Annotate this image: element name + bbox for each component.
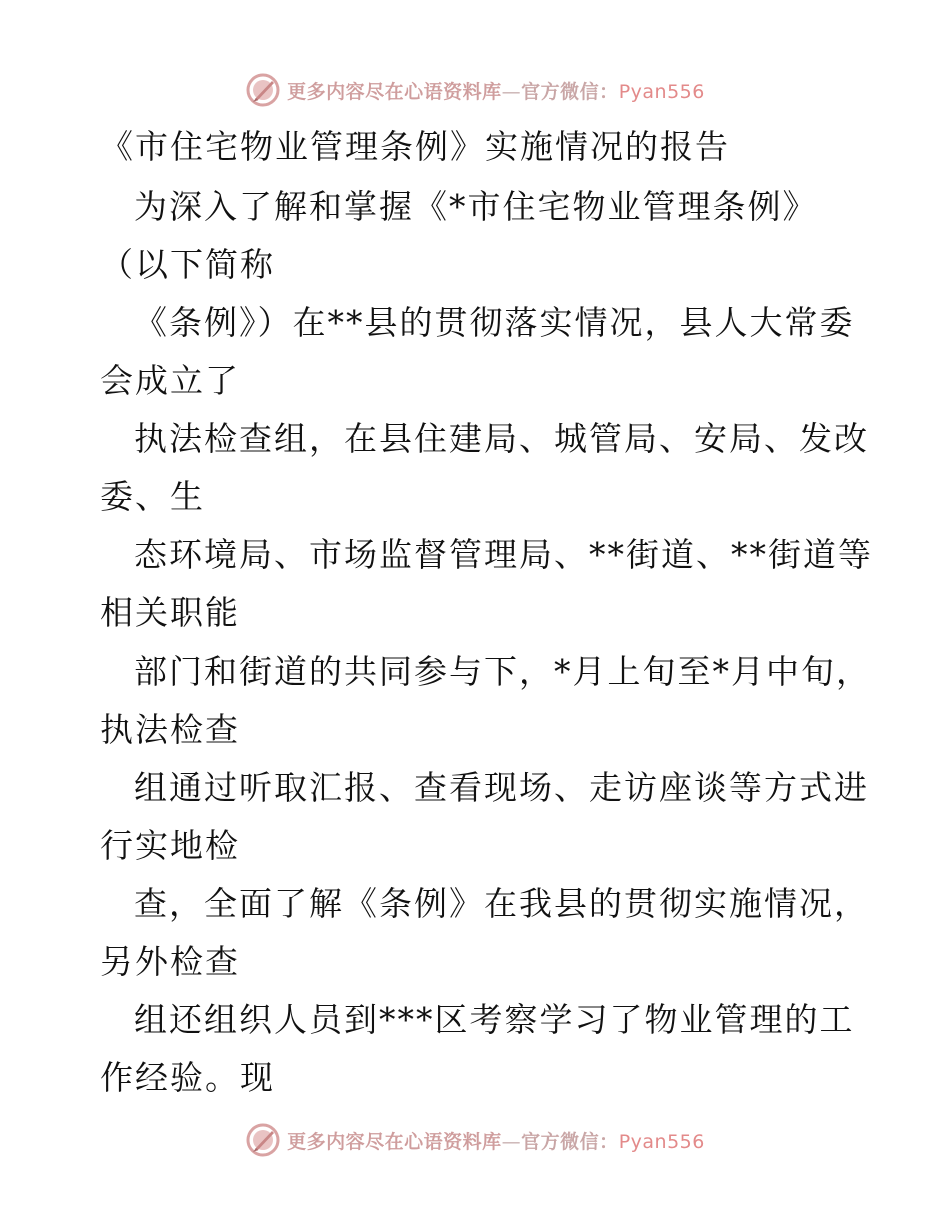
watermark-wechat-label: 官方微信： bbox=[521, 80, 619, 103]
paragraph-line: 会成立了 bbox=[100, 361, 240, 400]
brush-pen-logo-icon bbox=[245, 1122, 281, 1158]
paragraph-line: 组还组织人员到***区考察学习了物业管理的工 bbox=[134, 1000, 855, 1039]
paragraph-line: 为深入了解和掌握《*市住宅物业管理条例》 bbox=[134, 187, 818, 226]
paragraph-line: 执法检查 bbox=[100, 710, 240, 749]
paragraph-line: 执法检查组，在县住建局、城管局、安局、发改 bbox=[134, 419, 869, 458]
watermark-separator: — bbox=[501, 1130, 522, 1153]
paragraph-line: 行实地检 bbox=[100, 826, 240, 865]
paragraph-line: 组通过听取汇报、查看现场、走访座谈等方式进 bbox=[134, 768, 869, 807]
paragraph-line: （以下简称 bbox=[100, 245, 275, 284]
paragraph-line: 态环境局、市场监督管理局、**街道、**街道等 bbox=[134, 535, 873, 574]
watermark-site-text: 更多内容尽在心语资料库 bbox=[287, 80, 502, 103]
paragraph-line: 另外检查 bbox=[100, 942, 240, 981]
watermark-wechat-id: Pyan556 bbox=[618, 80, 705, 103]
watermark-site-text: 更多内容尽在心语资料库 bbox=[287, 1130, 502, 1153]
watermark-text bbox=[287, 1127, 705, 1154]
footer-watermark bbox=[0, 1118, 950, 1162]
watermark-wechat-id: Pyan556 bbox=[618, 1130, 705, 1153]
paragraph-line: 查，全面了解《条例》在我县的贯彻实施情况， bbox=[134, 884, 869, 923]
paragraph-line: 相关职能 bbox=[100, 593, 240, 632]
watermark-separator: — bbox=[501, 80, 522, 103]
paragraph-line: 《条例》）在**县的贯彻落实情况，县人大常委 bbox=[134, 303, 855, 342]
paragraph-line: 部门和街道的共同参与下，*月上旬至*月中旬， bbox=[134, 652, 871, 691]
paragraph-line: 委、生 bbox=[100, 477, 205, 516]
document-title: 《市住宅物业管理条例》实施情况的报告 bbox=[100, 127, 730, 166]
watermark-wechat-label: 官方微信： bbox=[521, 1130, 619, 1153]
paragraph-line: 作经验。现 bbox=[100, 1058, 275, 1097]
